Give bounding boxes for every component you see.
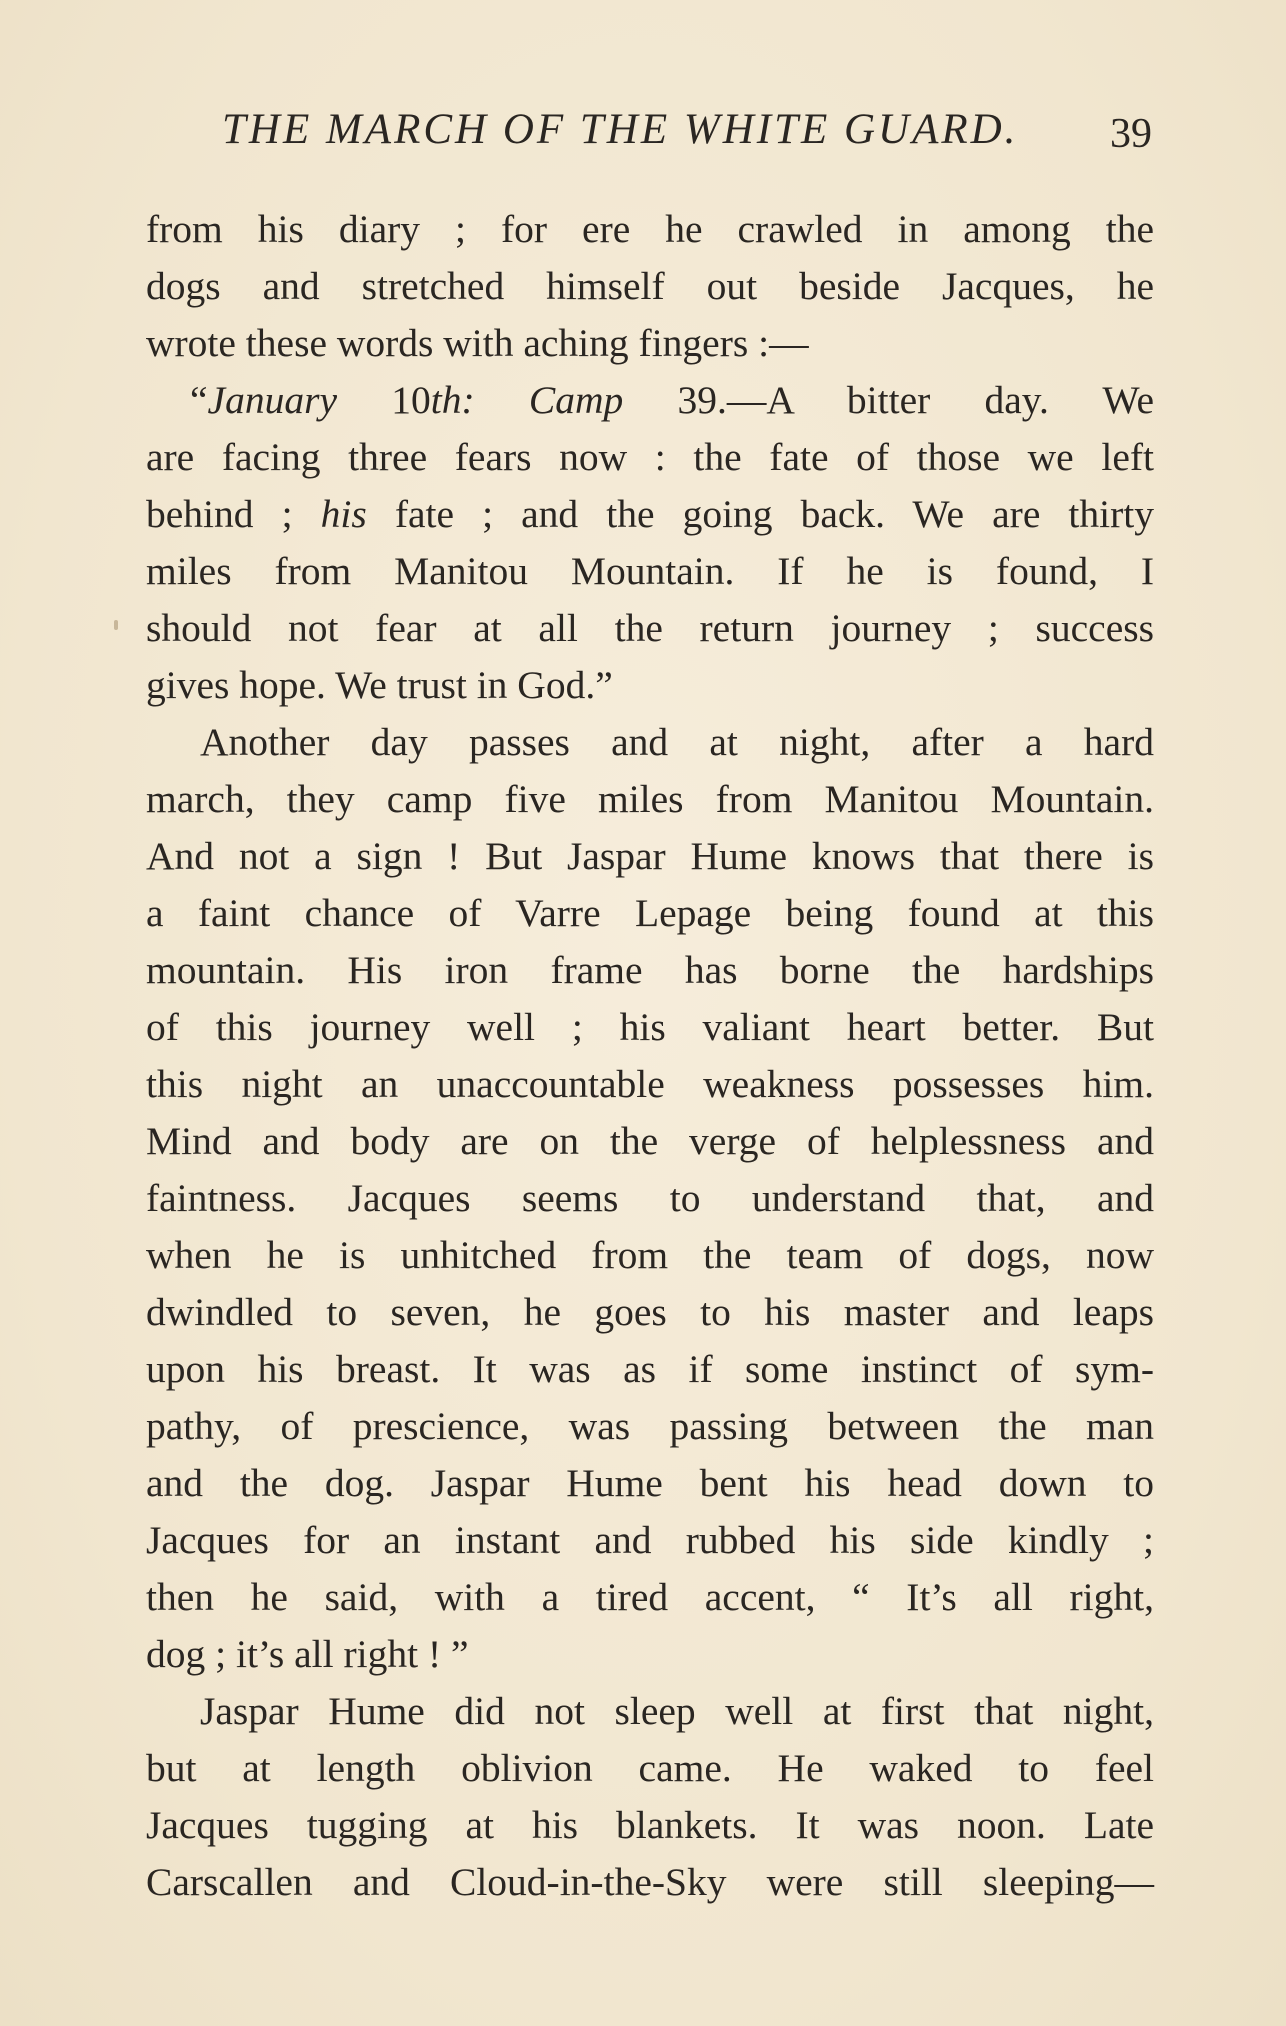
text-line: mountain. His iron frame has borne the hardships xyxy=(146,948,1154,992)
text-line: And not a sign ! But Jaspar Hume knows that there is xyxy=(146,834,1154,878)
running-title: THE MARCH OF THE WHITE GUARD. xyxy=(222,106,1019,153)
text-line: Carscallen and Cloud-in-the-Sky were still sleeping— xyxy=(146,1860,1154,1904)
text-line: Jaspar Hume did not sleep well at first that night, xyxy=(200,1689,1154,1733)
text-line: Jacques tugging at his blankets. It was noon. Late xyxy=(146,1803,1154,1847)
text-line: behind ; his fate ; and the going back. We are thirty xyxy=(146,492,1155,536)
text-line: dogs and stretched himself out beside Jacques, he xyxy=(146,264,1154,308)
page-number: 39 xyxy=(1110,111,1152,157)
text-line: march, they camp five miles from Manitou Mountain. xyxy=(146,777,1154,821)
text-line: “January 10th: Camp 39.—A bitter day. We xyxy=(190,378,1155,422)
margin-mark xyxy=(114,620,118,630)
text-line: should not fear at all the return journey ; success xyxy=(146,606,1154,650)
text-line: upon his breast. It was as if some instinct of sym- xyxy=(146,1347,1154,1391)
text-line: miles from Manitou Mountain. If he is found, I xyxy=(146,549,1154,593)
text-line: when he is unhitched from the team of dogs, now xyxy=(146,1233,1154,1277)
text-line: gives hope. We trust in God.” xyxy=(146,663,613,707)
text-line: Mind and body are on the verge of helplessness and xyxy=(146,1119,1154,1163)
running-head xyxy=(222,102,1162,158)
text-line: dog ; it’s all right ! ” xyxy=(146,1632,469,1676)
text-line: faintness. Jacques seems to understand that, and xyxy=(146,1176,1154,1220)
text-line: dwindled to seven, he goes to his master and leaps xyxy=(146,1290,1154,1334)
text-line: then he said, with a tired accent, “ It’s all right, xyxy=(146,1575,1154,1619)
text-line: of this journey well ; his valiant heart better. But xyxy=(146,1005,1154,1049)
body-text xyxy=(146,201,1154,1911)
text-line: but at length oblivion came. He waked to feel xyxy=(146,1746,1154,1790)
text-line: wrote these words with aching fingers :— xyxy=(146,321,809,365)
text-line: are facing three fears now : the fate of those we left xyxy=(146,435,1154,479)
text-line: this night an unaccountable weakness possesses him. xyxy=(146,1062,1154,1106)
text-line: Another day passes and at night, after a hard xyxy=(200,720,1154,764)
text-line: and the dog. Jaspar Hume bent his head down to xyxy=(146,1461,1154,1505)
text-line: pathy, of prescience, was passing between the man xyxy=(146,1404,1154,1448)
text-line: Jacques for an instant and rubbed his side kindly ; xyxy=(146,1518,1154,1562)
text-line: from his diary ; for ere he crawled in among the xyxy=(146,207,1154,251)
text-line: a faint chance of Varre Lepage being found at this xyxy=(146,891,1154,935)
